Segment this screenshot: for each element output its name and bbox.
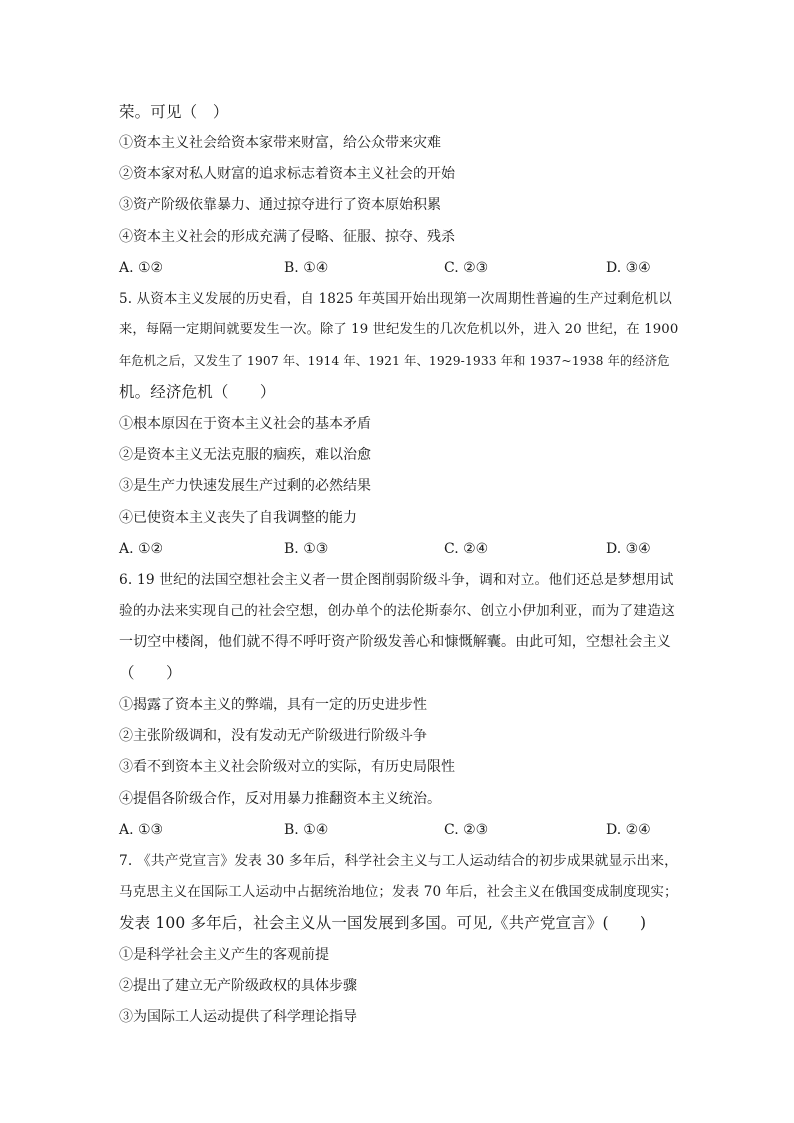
q4-choice-d: D. ③④ bbox=[606, 260, 651, 276]
q6-stem-line-2: 验的办法来实现自己的社会空想，创办单个的法伦斯泰尔、创立小伊加利亚，而为了建造这 bbox=[119, 603, 676, 619]
q5-stem-line-2: 来，每隔一定期间就要发生一次。除了 19 世纪发生的几次危机以外，进入 20 世纪，在 1900 bbox=[119, 322, 679, 337]
q4-choice-c: C. ②③ bbox=[444, 260, 489, 276]
q6-choice-d: D. ②④ bbox=[606, 822, 651, 838]
q4-option-3: ③资产阶级依靠暴力、通过掠夺进行了资本原始积累 bbox=[119, 197, 441, 213]
q6-option-1: ①揭露了资本主义的弊端，具有一定的历史进步性 bbox=[119, 697, 427, 713]
q5-choice-d: D. ③④ bbox=[606, 541, 651, 557]
q5-option-1: ①根本原因在于资本主义社会的基本矛盾 bbox=[119, 416, 371, 432]
q7-option-2: ②提出了建立无产阶级政权的具体步骤 bbox=[119, 978, 357, 994]
q7-stem-line-3: 发表 100 多年后，社会主义从一国发展到多国。可见,《共产党宣言》( ) bbox=[119, 914, 647, 932]
q4-choices bbox=[119, 258, 679, 278]
q7-option-1: ①是科学社会主义产生的客观前提 bbox=[119, 947, 329, 963]
q7-stem-line-1: 7. 《共产党宣言》发表 30 多年后，科学社会主义与工人运动结合的初步成果就显示出来， bbox=[119, 853, 679, 869]
q6-option-2: ②主张阶级调和，没有发动无产阶级进行阶级斗争 bbox=[119, 728, 427, 744]
q6-choice-a: A. ①③ bbox=[119, 822, 164, 838]
q6-stem-line-4: （ ） bbox=[119, 664, 182, 682]
q5-choice-b: B. ①③ bbox=[284, 541, 329, 557]
q6-choices bbox=[119, 820, 679, 840]
q5-choices bbox=[119, 539, 679, 559]
q4-choice-b: B. ①④ bbox=[284, 260, 329, 276]
q6-option-4: ④提倡各阶级合作，反对用暴力推翻资本主义统治。 bbox=[119, 791, 441, 807]
q5-stem-line-4: 机。经济危机（ ） bbox=[119, 383, 276, 401]
q5-option-2: ②是资本主义无法克服的痼疾，难以治愈 bbox=[119, 447, 371, 463]
q7-stem-line-2: 马克思主义在国际工人运动中占据统治地位；发表 70 年后，社会主义在俄国变成制度现实； bbox=[119, 884, 678, 900]
q5-stem-line-1: 5. 从资本主义发展的历史看，自 1825 年英国开始出现第一次周期性普遍的生产过剩危机以 bbox=[119, 291, 672, 307]
q6-stem-line-1: 6. 19 世纪的法国空想社会主义者一贯企图削弱阶级斗争，调和对立。他们还总是梦想用试 bbox=[119, 572, 674, 588]
q4-option-4: ④资本主义社会的形成充满了侵略、征服、掠夺、残杀 bbox=[119, 229, 455, 245]
q6-choice-b: B. ①④ bbox=[284, 822, 329, 838]
q6-stem-line-3: 一切空中楼阁，他们就不得不呼吁资产阶级发善心和慷慨解囊。由此可知，空想社会主义 bbox=[119, 634, 671, 650]
q6-option-3: ③看不到资本主义社会阶级对立的实际，有历史局限性 bbox=[119, 759, 455, 775]
q4-option-1: ①资本主义社会给资本家带来财富，给公众带来灾难 bbox=[119, 135, 441, 151]
q4-choice-a: A. ①② bbox=[119, 260, 164, 276]
q5-option-3: ③是生产力快速发展生产过剩的必然结果 bbox=[119, 478, 371, 494]
q5-stem-line-3: 年危机之后，又发生了 1907 年、1914 年、1921 年、1929-1933 年和 1937~1938 年的经济危 bbox=[119, 354, 670, 368]
q5-choice-a: A. ①② bbox=[119, 541, 164, 557]
q5-choice-c: C. ②④ bbox=[444, 541, 489, 557]
q7-option-3: ③为国际工人运动提供了科学理论指导 bbox=[119, 1009, 357, 1025]
q4-option-2: ②资本家对私人财富的追求标志着资本主义社会的开始 bbox=[119, 166, 455, 182]
q5-option-4: ④已使资本主义丧失了自我调整的能力 bbox=[119, 510, 357, 526]
q4-stem-end: 荣。可见（ ） bbox=[119, 103, 229, 121]
q6-choice-c: C. ②③ bbox=[444, 822, 489, 838]
